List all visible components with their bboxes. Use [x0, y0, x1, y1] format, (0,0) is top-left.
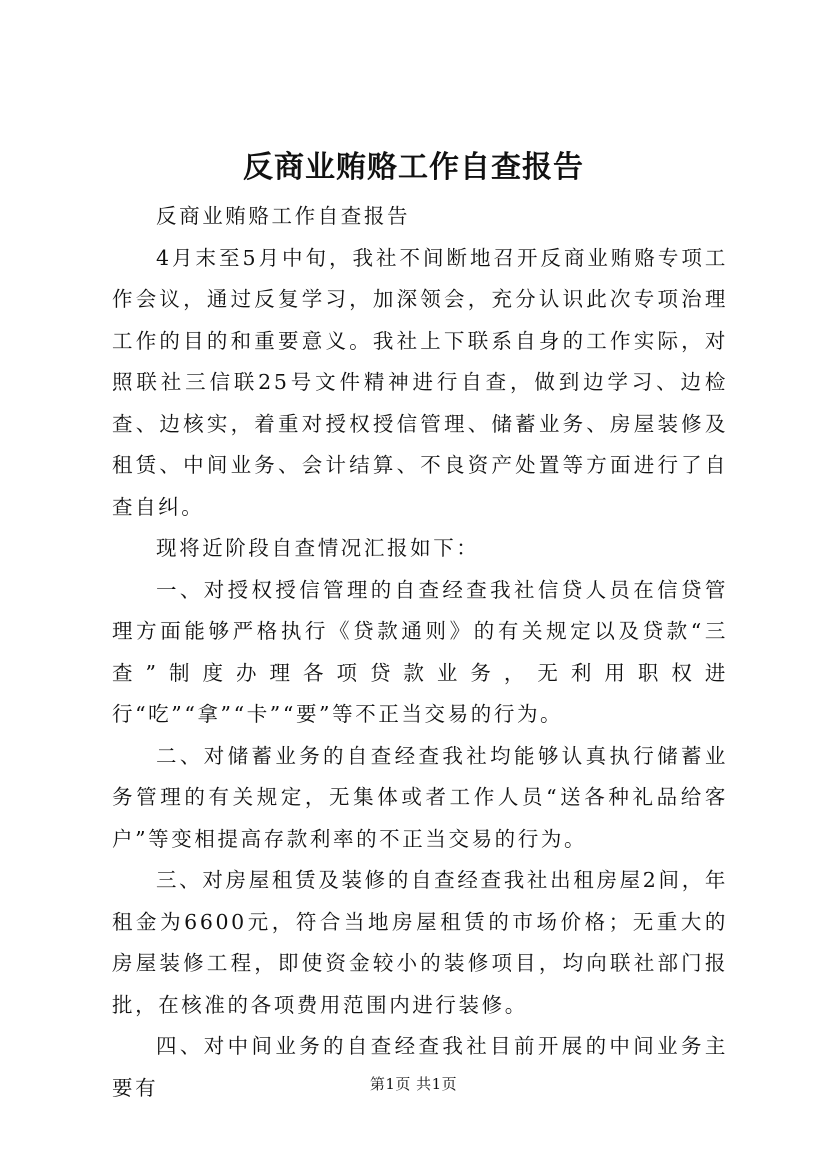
paragraph-intro: 4月末至5月中旬，我社不间断地召开反商业贿赂专项工作会议，通过反复学习，加深领会，充分认识此次专项治理工作的目的和重要意义。我社上下联系自身的工作实际，对照联社三信联25号文件精神进行自查，做到边学习、边检查、边核实，着重对授权授信管理、储蓄业务、房屋装修及租赁、中间业务、会计结算、不良资产处置等方面进行了自查自纠。: [112, 245, 728, 519]
paragraph-report-lead: 现将近阶段自查情况汇报如下：: [156, 536, 480, 560]
page-footer: 第1页 共1页: [369, 1075, 458, 1093]
paragraph-section-1: 一、对授权授信管理的自查经查我社信贷人员在信贷管理方面能够严格执行《贷款通则》的有关规定以及贷款“三查”制度办理各项贷款业务，无利用职权进行“吃”“拿”“卡”“要”等不正当交易的行为。: [112, 577, 728, 726]
paragraph-subtitle: 反商业贿赂工作自查报告: [156, 204, 411, 228]
document-title: 反商业贿赂工作自查报告: [243, 150, 584, 185]
paragraph-section-3: 三、对房屋租赁及装修的自查经查我社出租房屋2间，年租金为6600元，符合当地房屋租赁的市场价格；无重大的房屋装修工程，即使资金较小的装修项目，均向联社部门报批，在核准的各项费用范围内进行装修。: [112, 868, 728, 1017]
paragraph-section-2: 二、对储蓄业务的自查经查我社均能够认真执行储蓄业务管理的有关规定，无集体或者工作人员“送各种礼品给客户”等变相提高存款利率的不正当交易的行为。: [112, 743, 728, 851]
paragraph-section-4: 四、对中间业务的自查经查我社目前开展的中间业务主要有: [112, 1034, 728, 1100]
document-body: [112, 196, 728, 1109]
